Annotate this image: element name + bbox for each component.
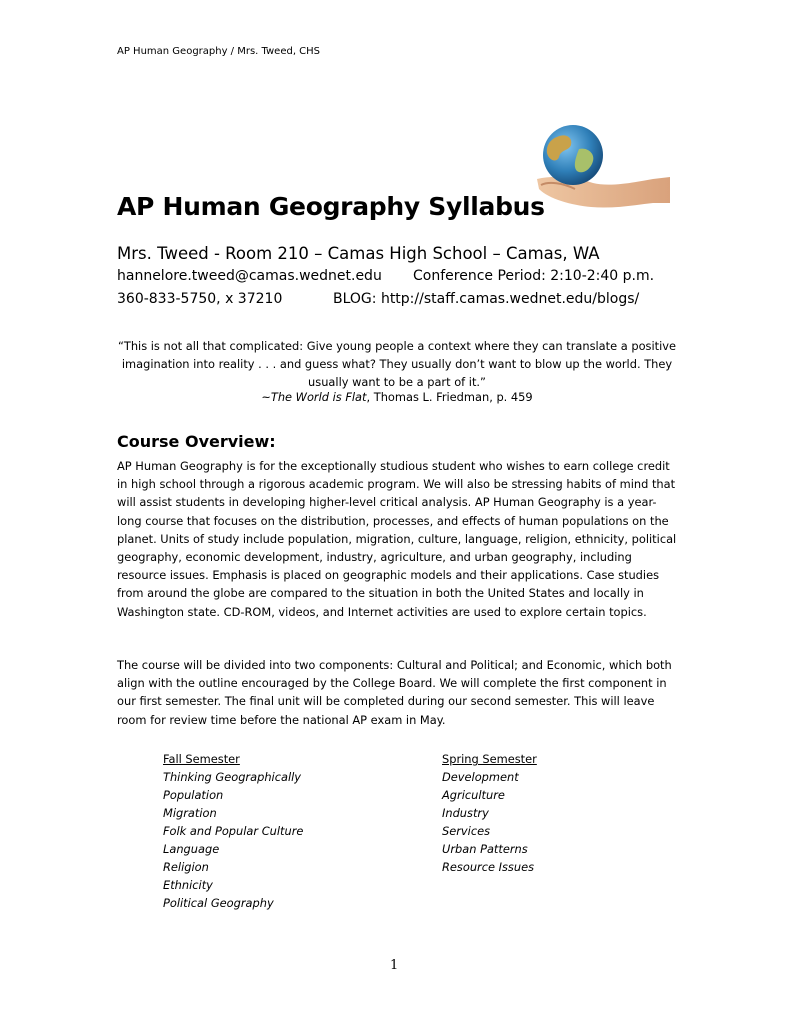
list-item: Agriculture [442,788,505,802]
page-number: 1 [390,958,399,973]
list-item: Industry [442,806,489,820]
globe-in-hand-image [535,123,670,211]
list-item: Language [163,842,220,856]
list-item: Urban Patterns [442,842,528,856]
list-item: Population [163,788,224,802]
phone: 360-833-5750, x 37210 [117,291,283,307]
list-item: Development [442,770,519,784]
instructor-line: Mrs. Tweed - Room 210 – Camas High School – Camas, WA [117,244,600,263]
page-header: AP Human Geography / Mrs. Tweed, CHS [117,46,321,57]
attribution-prefix: ~ [261,390,271,404]
fall-semester-list [163,750,303,912]
list-item: Services [442,824,491,838]
book-title: The World is Flat [270,390,367,404]
overview-paragraph-2: The course will be divided into two components: Cultural and Political; and Economic, which both align with the outline encouraged by the College Board. We will complete the first component in our first semester. The final unit will be completed during our second semester. This will leave room for review time before the national AP exam in May. [117,658,672,727]
quote-text: “This is not all that complicated: Give young people a context where they can translate a positive imagination into reality . . . and guess what? They usually don’t want to blow up the world. They usually want to be a part of it.” [117,339,677,389]
conference-period: Conference Period: 2:10-2:40 p.m. [413,268,655,284]
spring-semester-list [442,750,537,876]
list-item: Thinking Geographically [163,770,302,784]
email[interactable]: hannelore.tweed@camas.wednet.edu [117,268,382,284]
list-item: Migration [163,806,217,820]
quote-attribution [117,390,677,404]
list-item: Political Geography [163,896,274,910]
page-title: AP Human Geography Syllabus [117,192,545,221]
list-item: Folk and Popular Culture [163,824,304,838]
spring-semester-heading: Spring Semester [442,752,537,766]
overview-paragraph-1: AP Human Geography is for the exceptionally studious student who wishes to earn college credit in high school through a rigorous academic program. We will also be stressing habits of mind that will assist students in developing higher-level critical analysis. AP Human Geography is a year-long course that focuses on the distribution, processes, and effects of human populations on the planet. Units of study include population, migration, culture, language, religion, ethnicity, political geography, economic development, industry, agriculture, and urban geography, including resource issues. Emphasis is placed on geographic models and their applications. Case studies from around the globe are compared to the situation in both the United States and locally in Washington state. CD-ROM, videos, and Internet activities are used to explore certain topics. [117,459,677,619]
blog-link[interactable]: BLOG: http://staff.camas.wednet.edu/blogs/ [333,291,640,307]
attribution-rest: , Thomas L. Friedman, p. 459 [366,390,533,404]
fall-semester-heading: Fall Semester [163,752,240,766]
overview-heading: Course Overview: [117,432,276,451]
list-item: Religion [163,860,209,874]
list-item: Resource Issues [442,860,535,874]
list-item: Ethnicity [163,878,213,892]
